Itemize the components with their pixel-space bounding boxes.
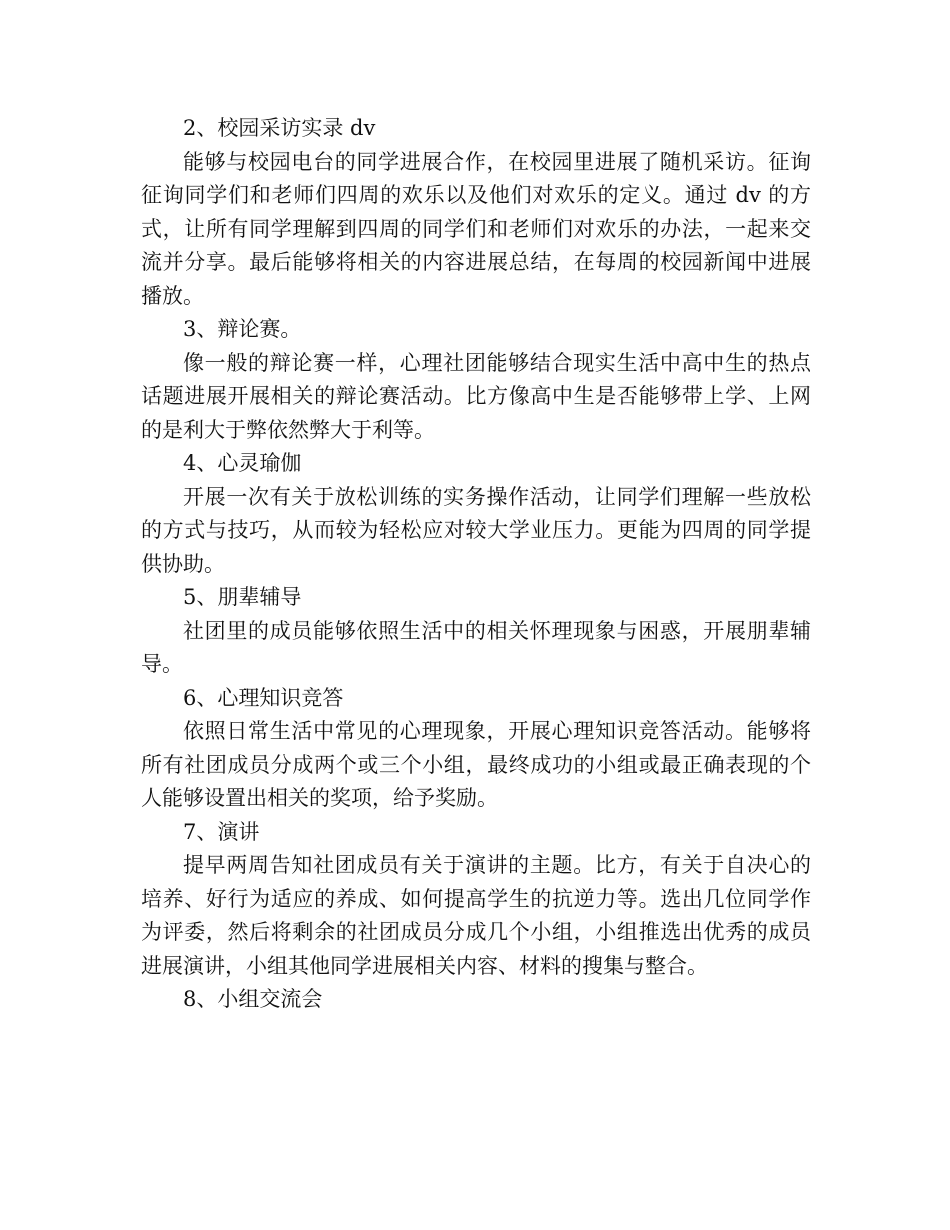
section-paragraph: 开展一次有关于放松训练的实务操作活动，让同学们理解一些放松的方式与技巧，从而较为轻松应对较大学业压力。更能为四周的同学提供协助。 xyxy=(141,484,811,576)
section-heading: 4、心灵瑜伽 xyxy=(183,451,302,475)
section-heading: 3、辩论赛。 xyxy=(183,317,302,341)
section-paragraph: 社团里的成员能够依照生活中的相关怀理现象与困惑，开展朋辈辅导。 xyxy=(141,618,811,676)
section-paragraph: 像一般的辩论赛一样，心理社团能够结合现实生活中高中生的热点话题进展开展相关的辩论赛活动。比方像高中生是否能够带上学、上网的是利大于弊依然弊大于利等。 xyxy=(141,350,811,442)
section-heading: 2、校园采访实录 dv xyxy=(183,116,376,140)
section-paragraph: 能够与校园电台的同学进展合作，在校园里进展了随机采访。征询征询同学们和老师们四周的欢乐以及他们对欢乐的定义。通过 dv 的方式，让所有同学理解到四周的同学们和老师们对欢乐的办法，一起来交流并分享。最后能够将相关的内容进展总结，在每周的校园新闻中进展播放。 xyxy=(141,149,811,308)
section-heading: 7、演讲 xyxy=(183,819,260,844)
document-body xyxy=(141,112,811,1017)
section-heading: 6、心理知识竞答 xyxy=(183,685,344,710)
section-paragraph: 依照日常生活中常见的心理现象，开展心理知识竞答活动。能够将所有社团成员分成两个或三个小组，最终成功的小组或最正确表现的个人能够设置出相关的奖项，给予奖励。 xyxy=(141,719,811,810)
section-heading: 5、朋辈辅导 xyxy=(183,585,302,609)
section-paragraph: 提早两周告知社团成员有关于演讲的主题。比方，有关于自决心的培养、好行为适应的养成、如何提高学生的抗逆力等。选出几位同学作为评委，然后将剩余的社团成员分成几个小组，小组推选出优秀的成员进展演讲，小组其他同学进展相关内容、材料的搜集与整合。 xyxy=(141,853,811,978)
section-heading: 8、小组交流会 xyxy=(183,987,323,1011)
